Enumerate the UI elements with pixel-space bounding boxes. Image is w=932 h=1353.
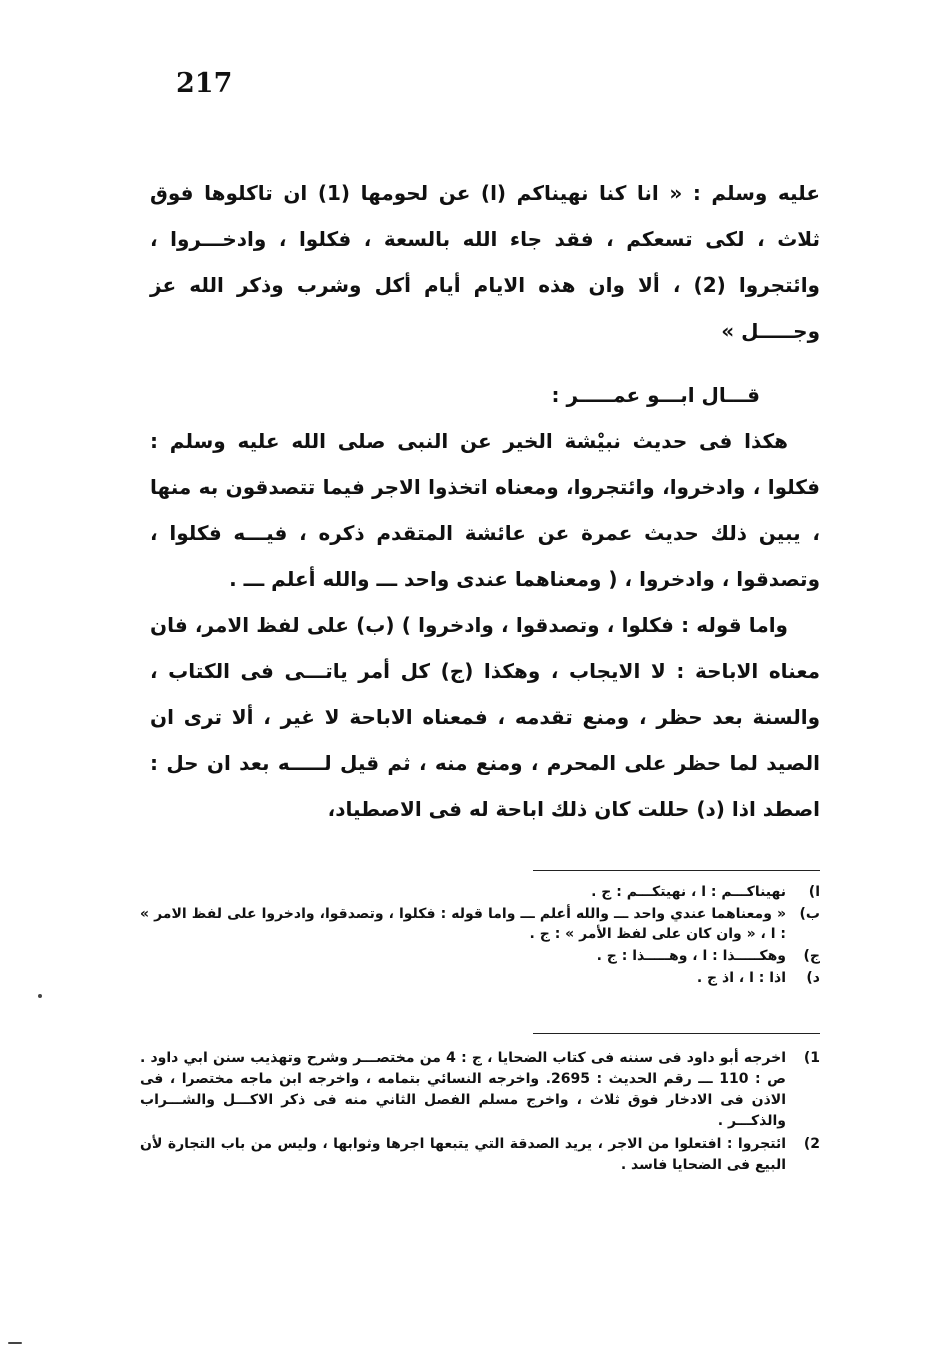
footnote-mark: 2) (803, 1136, 820, 1152)
footnote-text: نهيناكـــم : ا ، نهيتكـــم : ج . (591, 884, 786, 900)
footnote-divider (533, 870, 820, 871)
variant-footnotes (140, 882, 820, 990)
reference-divider (533, 1033, 820, 1034)
footnote-text: اذا : ا ، اذ ج . (696, 970, 786, 986)
footnote-mark: 1) (803, 1050, 820, 1066)
footnote-item (140, 882, 820, 902)
footnote-text: اخرجه أبو داود فى سننه فى كتاب الضحايا ، ج : 4 من مختصـــر وشرح وتهذيب سنن ابي داود . ص : 110 ـــ رقم الحديث : 2695. واخرجه النسائي بتمامه ، واخرجه ابن ماجه مختصرا ، فى الاذن فى الادخار فوق ثلاث ، واخرج مسلم الفصل الثاني منه فى ذكر الاكـــل والشـــراب والذكـــر . (140, 1050, 786, 1129)
main-text (150, 170, 820, 832)
footnote-item (140, 946, 820, 966)
footnote-mark: ج) (803, 948, 820, 964)
section-heading: قـــال ابـــو عمـــــر : (551, 383, 760, 407)
scan-speck (8, 1342, 22, 1344)
reference-footnotes (140, 1048, 820, 1178)
footnote-mark: د) (806, 970, 820, 986)
page-number: 217 (176, 68, 233, 99)
paragraph-commentary: هكذا فى حديث نبيْشة الخير عن النبى صلى الله عليه وسلم : فكلوا ، وادخروا، وائتجروا، ومعناه اتخذوا الاجر فيما تتصدقون به منها ، يبين ذلك حديث عمرة عن عائشة المتقدم ذكره ، فيـــه فكلوا ، وتصدقوا ، وادخروا ، ( ومعناهما عندى واحد ـــ والله أعلم ـــ . (150, 429, 820, 591)
footnote-item (140, 1048, 820, 1132)
footnote-text: « ومعناهما عندي واحد ـــ والله أعلم ـــ واما قوله : فكلوا ، وتصدقوا، وادخروا على لفظ الامر » : ا ، « وان كان على لفظ الأمر » : ج . (140, 906, 786, 942)
footnote-mark: ب) (799, 906, 820, 922)
footnote-text: وهكـــــذا : ا ، وهـــــذا : ج . (596, 948, 786, 964)
footnote-item (140, 1134, 820, 1176)
paragraph-ruling: واما قوله : فكلوا ، وتصدقوا ، وادخروا ) (ب) على لفظ الامر، فان معناه الاباحة : لا الايجاب ، وهكذا (ج) كل أمر ياتـــى فى الكتاب ، والسنة بعد حظر ، ومنع تقدمه ، فمعناه الاباحة لا غير ، ألا ترى ان الصيد لما حظر على المحرم ، ومنع منه ، ثم قيل لـــــه بعد ان حل : اصطد اذا (د) حللت كان ذلك اباحة له فى الاصطياد، (150, 613, 820, 821)
scan-speck (38, 994, 42, 998)
footnote-item (140, 968, 820, 988)
footnote-text: ائتجروا : افتعلوا من الاجر ، يريد الصدقة التي يتبعها اجرها وثوابها ، وليس من باب التجارة لأن البيع فى الضحايا فاسد . (140, 1136, 786, 1173)
footnote-item (140, 904, 820, 944)
footnote-mark: ا) (808, 884, 820, 900)
paragraph-continuation: عليه وسلم : « انا كنا نهيناكم (ا) عن لحومها (1) ان تاكلوها فوق ثلاث ، لكى تسعكم ، فقد جاء الله بالسعة ، فكلوا ، وادخـــروا ، وائتجروا (2) ، ألا وان هذه الايام أيام أكل وشرب وذكر الله عز وجـــــل » (150, 181, 820, 343)
